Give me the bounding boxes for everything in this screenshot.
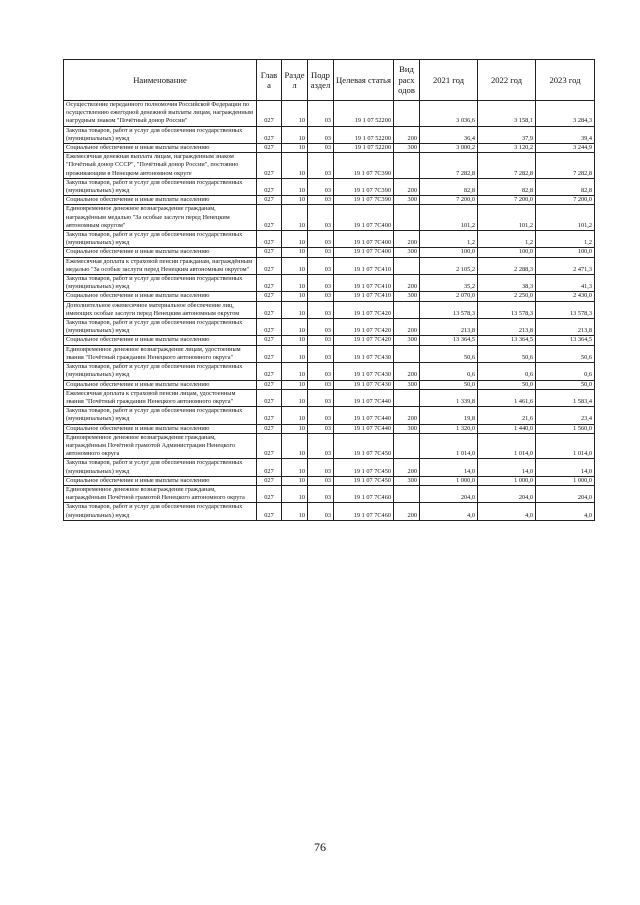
row-name: Единовременное денежное вознаграждение лицам, удостоенным звания "Почётный гражданин Ненецкого автономного округа" [64, 345, 257, 362]
row-section: 10 [282, 248, 308, 257]
row-chapter: 027 [257, 485, 282, 502]
row-subsection: 03 [308, 363, 334, 380]
row-target-article: 19 1 07 7С400 [334, 231, 394, 248]
row-name: Единовременное денежное вознаграждение гражданам, награждённым медалью "За особые заслуги перед Ненецким автономным округом" [64, 205, 257, 231]
row-subsection: 03 [308, 345, 334, 362]
row-value-2021: 213,8 [420, 319, 478, 336]
row-value-2023: 7 282,8 [536, 153, 595, 179]
row-value-2022: 1,2 [478, 231, 536, 248]
row-expense-type: 300 [394, 380, 420, 389]
row-value-2023: 13 364,5 [536, 336, 595, 345]
row-value-2022: 204,0 [478, 485, 536, 502]
row-chapter: 027 [257, 503, 282, 520]
row-target-article: 19 1 07 7С450 [334, 459, 394, 476]
row-value-2021: 2 070,0 [420, 292, 478, 301]
row-subsection: 03 [308, 503, 334, 520]
row-value-2022: 7 282,8 [478, 153, 536, 179]
table-row [64, 248, 595, 257]
row-value-2022: 100,0 [478, 248, 536, 257]
row-expense-type [394, 389, 420, 406]
table-row [64, 196, 595, 205]
row-section: 10 [282, 363, 308, 380]
row-expense-type: 300 [394, 196, 420, 205]
row-chapter: 027 [257, 292, 282, 301]
row-chapter: 027 [257, 178, 282, 195]
row-value-2021: 13 578,3 [420, 301, 478, 318]
row-value-2023: 50,0 [536, 380, 595, 389]
row-value-2021: 7 200,0 [420, 196, 478, 205]
row-chapter: 027 [257, 196, 282, 205]
row-subsection: 03 [308, 248, 334, 257]
row-subsection: 03 [308, 257, 334, 274]
row-subsection: 03 [308, 126, 334, 143]
row-expense-type: 300 [394, 248, 420, 257]
row-subsection: 03 [308, 231, 334, 248]
table-row [64, 319, 595, 336]
row-section: 10 [282, 178, 308, 195]
row-section: 10 [282, 196, 308, 205]
row-expense-type [394, 205, 420, 231]
row-value-2023: 7 200,0 [536, 196, 595, 205]
row-target-article: 19 1 07 7С410 [334, 292, 394, 301]
row-chapter: 027 [257, 101, 282, 127]
row-value-2023: 1,2 [536, 231, 595, 248]
row-name: Социальное обеспечение и иные выплаты населению [64, 248, 257, 257]
row-section: 10 [282, 144, 308, 153]
row-section: 10 [282, 485, 308, 502]
row-expense-type: 200 [394, 231, 420, 248]
row-chapter: 027 [257, 345, 282, 362]
row-target-article: 19 1 07 7С400 [334, 205, 394, 231]
row-chapter: 027 [257, 363, 282, 380]
row-value-2023: 23,4 [536, 407, 595, 424]
row-expense-type [394, 485, 420, 502]
row-value-2021: 14,0 [420, 459, 478, 476]
page-number: 76 [314, 840, 326, 854]
table-row [64, 205, 595, 231]
header-name: Наименование [64, 60, 257, 101]
row-subsection: 03 [308, 196, 334, 205]
row-value-2022: 50,6 [478, 345, 536, 362]
row-target-article: 19 1 07 7С430 [334, 363, 394, 380]
row-name: Ежемесячная денежная выплата лицам, награжденным знаком "Почётный донор СССР", "Почётный донор России", постоянно проживающим в Ненецком автономном округе [64, 153, 257, 179]
row-section: 10 [282, 424, 308, 433]
row-name: Единовременное денежное вознаграждение гражданам, награждённым Почётной грамотой Администрации Ненецкого автономного округа [64, 433, 257, 459]
row-subsection: 03 [308, 424, 334, 433]
table-header-row [64, 60, 595, 101]
row-target-article: 19 1 07 7С390 [334, 178, 394, 195]
row-name: Социальное обеспечение и иные выплаты населению [64, 144, 257, 153]
row-section: 10 [282, 407, 308, 424]
row-value-2022: 2 288,3 [478, 257, 536, 274]
row-chapter: 027 [257, 153, 282, 179]
row-chapter: 027 [257, 459, 282, 476]
table-row [64, 424, 595, 433]
row-section: 10 [282, 231, 308, 248]
row-section: 10 [282, 433, 308, 459]
row-section: 10 [282, 126, 308, 143]
row-target-article: 19 1 07 7С450 [334, 476, 394, 485]
table-row [64, 275, 595, 292]
row-chapter: 027 [257, 275, 282, 292]
row-value-2022: 4,0 [478, 503, 536, 520]
row-target-article: 19 1 07 7С430 [334, 380, 394, 389]
row-section: 10 [282, 380, 308, 389]
row-value-2022: 1 000,0 [478, 476, 536, 485]
row-value-2021: 204,0 [420, 485, 478, 502]
row-value-2023: 39,4 [536, 126, 595, 143]
row-name: Ежемесячная доплата к страховой пенсии гражданам, награждённым медалью "За особые заслуги перед Ненецким автономным округом" [64, 257, 257, 274]
row-chapter: 027 [257, 126, 282, 143]
row-name: Закупка товаров, работ и услуг для обеспечения государственных (муниципальных) нужд [64, 126, 257, 143]
row-chapter: 027 [257, 301, 282, 318]
row-expense-type: 200 [394, 126, 420, 143]
row-value-2021: 1 339,8 [420, 389, 478, 406]
row-subsection: 03 [308, 275, 334, 292]
row-value-2022: 1 014,0 [478, 433, 536, 459]
row-chapter: 027 [257, 380, 282, 389]
row-name: Социальное обеспечение и иные выплаты населению [64, 292, 257, 301]
row-subsection: 03 [308, 380, 334, 389]
row-value-2023: 82,8 [536, 178, 595, 195]
row-value-2021: 50,6 [420, 345, 478, 362]
row-value-2021: 50,0 [420, 380, 478, 389]
row-chapter: 027 [257, 389, 282, 406]
row-value-2021: 101,2 [420, 205, 478, 231]
row-value-2023: 50,6 [536, 345, 595, 362]
row-chapter: 027 [257, 407, 282, 424]
row-value-2023: 13 578,3 [536, 301, 595, 318]
row-value-2022: 3 120,2 [478, 144, 536, 153]
row-value-2022: 101,2 [478, 205, 536, 231]
row-expense-type [394, 433, 420, 459]
row-subsection: 03 [308, 407, 334, 424]
row-target-article: 19 1 07 7С390 [334, 153, 394, 179]
row-target-article: 19 1 07 7С390 [334, 196, 394, 205]
row-section: 10 [282, 459, 308, 476]
row-expense-type: 200 [394, 363, 420, 380]
row-value-2022: 7 200,0 [478, 196, 536, 205]
row-section: 10 [282, 292, 308, 301]
row-section: 10 [282, 476, 308, 485]
row-target-article: 19 1 07 7С430 [334, 345, 394, 362]
row-name: Закупка товаров, работ и услуг для обеспечения государственных (муниципальных) нужд [64, 407, 257, 424]
header-target-article: Целевая статья [334, 60, 394, 101]
row-value-2021: 13 364,5 [420, 336, 478, 345]
row-value-2021: 3 036,6 [420, 101, 478, 127]
row-value-2023: 14,0 [536, 459, 595, 476]
table-row [64, 363, 595, 380]
row-expense-type: 200 [394, 319, 420, 336]
row-subsection: 03 [308, 389, 334, 406]
row-subsection: 03 [308, 485, 334, 502]
table-row [64, 433, 595, 459]
table-row [64, 301, 595, 318]
row-expense-type: 200 [394, 459, 420, 476]
table-row [64, 485, 595, 502]
table-row [64, 292, 595, 301]
row-subsection: 03 [308, 178, 334, 195]
row-chapter: 027 [257, 248, 282, 257]
header-subsection: Подр аздел [308, 60, 334, 101]
row-value-2022: 38,3 [478, 275, 536, 292]
row-value-2022: 213,8 [478, 319, 536, 336]
row-chapter: 027 [257, 336, 282, 345]
document-page [63, 59, 594, 521]
row-expense-type: 300 [394, 292, 420, 301]
row-value-2021: 82,8 [420, 178, 478, 195]
table-row [64, 476, 595, 485]
table-row [64, 459, 595, 476]
row-name: Закупка товаров, работ и услуг для обеспечения государственных (муниципальных) нужд [64, 459, 257, 476]
row-value-2023: 213,8 [536, 319, 595, 336]
row-name: Закупка товаров, работ и услуг для обеспечения государственных (муниципальных) нужд [64, 319, 257, 336]
row-name: Единовременное денежное вознаграждение гражданам, награждённым Почётной грамотой Ненецкого автономного округа [64, 485, 257, 502]
row-value-2022: 1 440,0 [478, 424, 536, 433]
row-expense-type [394, 345, 420, 362]
table-row [64, 345, 595, 362]
table-row [64, 178, 595, 195]
row-expense-type [394, 301, 420, 318]
row-chapter: 027 [257, 433, 282, 459]
table-row [64, 257, 595, 274]
header-2023: 2023 год [536, 60, 595, 101]
header-2021: 2021 год [420, 60, 478, 101]
row-name: Социальное обеспечение и иные выплаты населению [64, 380, 257, 389]
row-expense-type: 300 [394, 476, 420, 485]
row-section: 10 [282, 257, 308, 274]
row-value-2023: 101,2 [536, 205, 595, 231]
row-value-2023: 2 430,0 [536, 292, 595, 301]
row-name: Социальное обеспечение и иные выплаты населению [64, 196, 257, 205]
row-target-article: 19 1 07 7С420 [334, 319, 394, 336]
row-name: Социальное обеспечение и иные выплаты населению [64, 336, 257, 345]
row-value-2023: 1 000,0 [536, 476, 595, 485]
row-subsection: 03 [308, 476, 334, 485]
row-value-2023: 100,0 [536, 248, 595, 257]
row-target-article: 19 1 07 7С450 [334, 433, 394, 459]
header-expense-type: Вид расх одов [394, 60, 420, 101]
row-value-2022: 0,6 [478, 363, 536, 380]
row-section: 10 [282, 389, 308, 406]
row-value-2023: 3 284,3 [536, 101, 595, 127]
row-subsection: 03 [308, 205, 334, 231]
row-name: Ежемесячная доплата к страховой пенсии лицам, удостоенным звания "Почётный гражданин Ненецкого автономного округа" [64, 389, 257, 406]
row-chapter: 027 [257, 424, 282, 433]
row-name: Закупка товаров, работ и услуг для обеспечения государственных (муниципальных) нужд [64, 363, 257, 380]
row-name: Дополнительное ежемесячное материальное обеспечение лиц, имеющих особые заслуги перед Ненецким автономным округом [64, 301, 257, 318]
row-target-article: 19 1 07 7С440 [334, 389, 394, 406]
row-name: Социальное обеспечение и иные выплаты населению [64, 424, 257, 433]
row-value-2021: 100,0 [420, 248, 478, 257]
row-expense-type: 200 [394, 503, 420, 520]
table-row [64, 231, 595, 248]
row-target-article: 19 1 07 7С420 [334, 301, 394, 318]
row-value-2021: 19,8 [420, 407, 478, 424]
row-target-article: 19 1 07 7С440 [334, 407, 394, 424]
row-value-2022: 37,9 [478, 126, 536, 143]
row-value-2022: 13 364,5 [478, 336, 536, 345]
budget-table [63, 59, 595, 521]
row-expense-type: 300 [394, 424, 420, 433]
row-target-article: 19 1 07 7С410 [334, 257, 394, 274]
row-name: Закупка товаров, работ и услуг для обеспечения государственных (муниципальных) нужд [64, 178, 257, 195]
row-value-2021: 36,4 [420, 126, 478, 143]
table-row [64, 389, 595, 406]
table-row [64, 126, 595, 143]
header-chapter: Глав а [257, 60, 282, 101]
row-chapter: 027 [257, 319, 282, 336]
row-section: 10 [282, 205, 308, 231]
row-section: 10 [282, 275, 308, 292]
table-row [64, 101, 595, 127]
header-2022: 2022 год [478, 60, 536, 101]
row-value-2021: 1 320,0 [420, 424, 478, 433]
row-value-2023: 3 244,9 [536, 144, 595, 153]
row-section: 10 [282, 153, 308, 179]
row-section: 10 [282, 301, 308, 318]
row-value-2022: 1 461,6 [478, 389, 536, 406]
row-value-2022: 13 578,3 [478, 301, 536, 318]
row-target-article: 19 1 07 7С460 [334, 485, 394, 502]
row-name: Закупка товаров, работ и услуг для обеспечения государственных (муниципальных) нужд [64, 231, 257, 248]
row-expense-type: 300 [394, 336, 420, 345]
row-value-2021: 1,2 [420, 231, 478, 248]
row-subsection: 03 [308, 319, 334, 336]
row-target-article: 19 1 07 52200 [334, 144, 394, 153]
row-target-article: 19 1 07 7С410 [334, 275, 394, 292]
row-target-article: 19 1 07 52200 [334, 101, 394, 127]
row-value-2021: 0,6 [420, 363, 478, 380]
row-name: Социальное обеспечение и иные выплаты населению [64, 476, 257, 485]
row-expense-type [394, 257, 420, 274]
row-chapter: 027 [257, 476, 282, 485]
row-value-2023: 41,3 [536, 275, 595, 292]
row-value-2022: 82,8 [478, 178, 536, 195]
row-target-article: 19 1 07 7С420 [334, 336, 394, 345]
row-section: 10 [282, 503, 308, 520]
row-value-2021: 4,0 [420, 503, 478, 520]
table-row [64, 503, 595, 520]
table-row [64, 336, 595, 345]
row-target-article: 19 1 07 52200 [334, 126, 394, 143]
row-subsection: 03 [308, 144, 334, 153]
table-row [64, 380, 595, 389]
row-subsection: 03 [308, 101, 334, 127]
row-chapter: 027 [257, 144, 282, 153]
row-name: Закупка товаров, работ и услуг для обеспечения государственных (муниципальных) нужд [64, 503, 257, 520]
row-target-article: 19 1 07 7С440 [334, 424, 394, 433]
table-body [64, 101, 595, 521]
row-value-2021: 3 000,2 [420, 144, 478, 153]
table-row [64, 153, 595, 179]
row-name: Осуществление переданного полномочия Российской Федерации по осуществлению ежегодной денежной выплаты лицам, награжденным нагрудным знаком "Почётный донор России" [64, 101, 257, 127]
row-value-2021: 1 000,0 [420, 476, 478, 485]
row-expense-type [394, 101, 420, 127]
row-expense-type: 200 [394, 275, 420, 292]
row-value-2022: 2 250,0 [478, 292, 536, 301]
row-value-2023: 1 014,0 [536, 433, 595, 459]
row-chapter: 027 [257, 205, 282, 231]
row-name: Закупка товаров, работ и услуг для обеспечения государственных (муниципальных) нужд [64, 275, 257, 292]
row-subsection: 03 [308, 292, 334, 301]
row-value-2022: 21,6 [478, 407, 536, 424]
row-section: 10 [282, 345, 308, 362]
row-subsection: 03 [308, 153, 334, 179]
row-value-2023: 0,6 [536, 363, 595, 380]
row-value-2022: 50,0 [478, 380, 536, 389]
row-expense-type: 200 [394, 407, 420, 424]
row-value-2021: 35,2 [420, 275, 478, 292]
header-section: Разде л [282, 60, 308, 101]
row-expense-type [394, 153, 420, 179]
row-value-2023: 1 583,4 [536, 389, 595, 406]
row-value-2021: 1 014,0 [420, 433, 478, 459]
row-target-article: 19 1 07 7С400 [334, 248, 394, 257]
row-value-2023: 2 471,3 [536, 257, 595, 274]
row-subsection: 03 [308, 433, 334, 459]
row-value-2022: 14,0 [478, 459, 536, 476]
row-target-article: 19 1 07 7С460 [334, 503, 394, 520]
row-section: 10 [282, 319, 308, 336]
row-value-2023: 4,0 [536, 503, 595, 520]
row-value-2023: 204,0 [536, 485, 595, 502]
row-value-2022: 3 158,1 [478, 101, 536, 127]
row-value-2021: 2 105,2 [420, 257, 478, 274]
row-subsection: 03 [308, 459, 334, 476]
row-section: 10 [282, 336, 308, 345]
row-expense-type: 200 [394, 178, 420, 195]
table-row [64, 144, 595, 153]
table-row [64, 407, 595, 424]
row-subsection: 03 [308, 336, 334, 345]
row-value-2021: 7 282,8 [420, 153, 478, 179]
row-subsection: 03 [308, 301, 334, 318]
row-chapter: 027 [257, 257, 282, 274]
row-section: 10 [282, 101, 308, 127]
row-expense-type: 300 [394, 144, 420, 153]
row-value-2023: 1 560,0 [536, 424, 595, 433]
row-chapter: 027 [257, 231, 282, 248]
